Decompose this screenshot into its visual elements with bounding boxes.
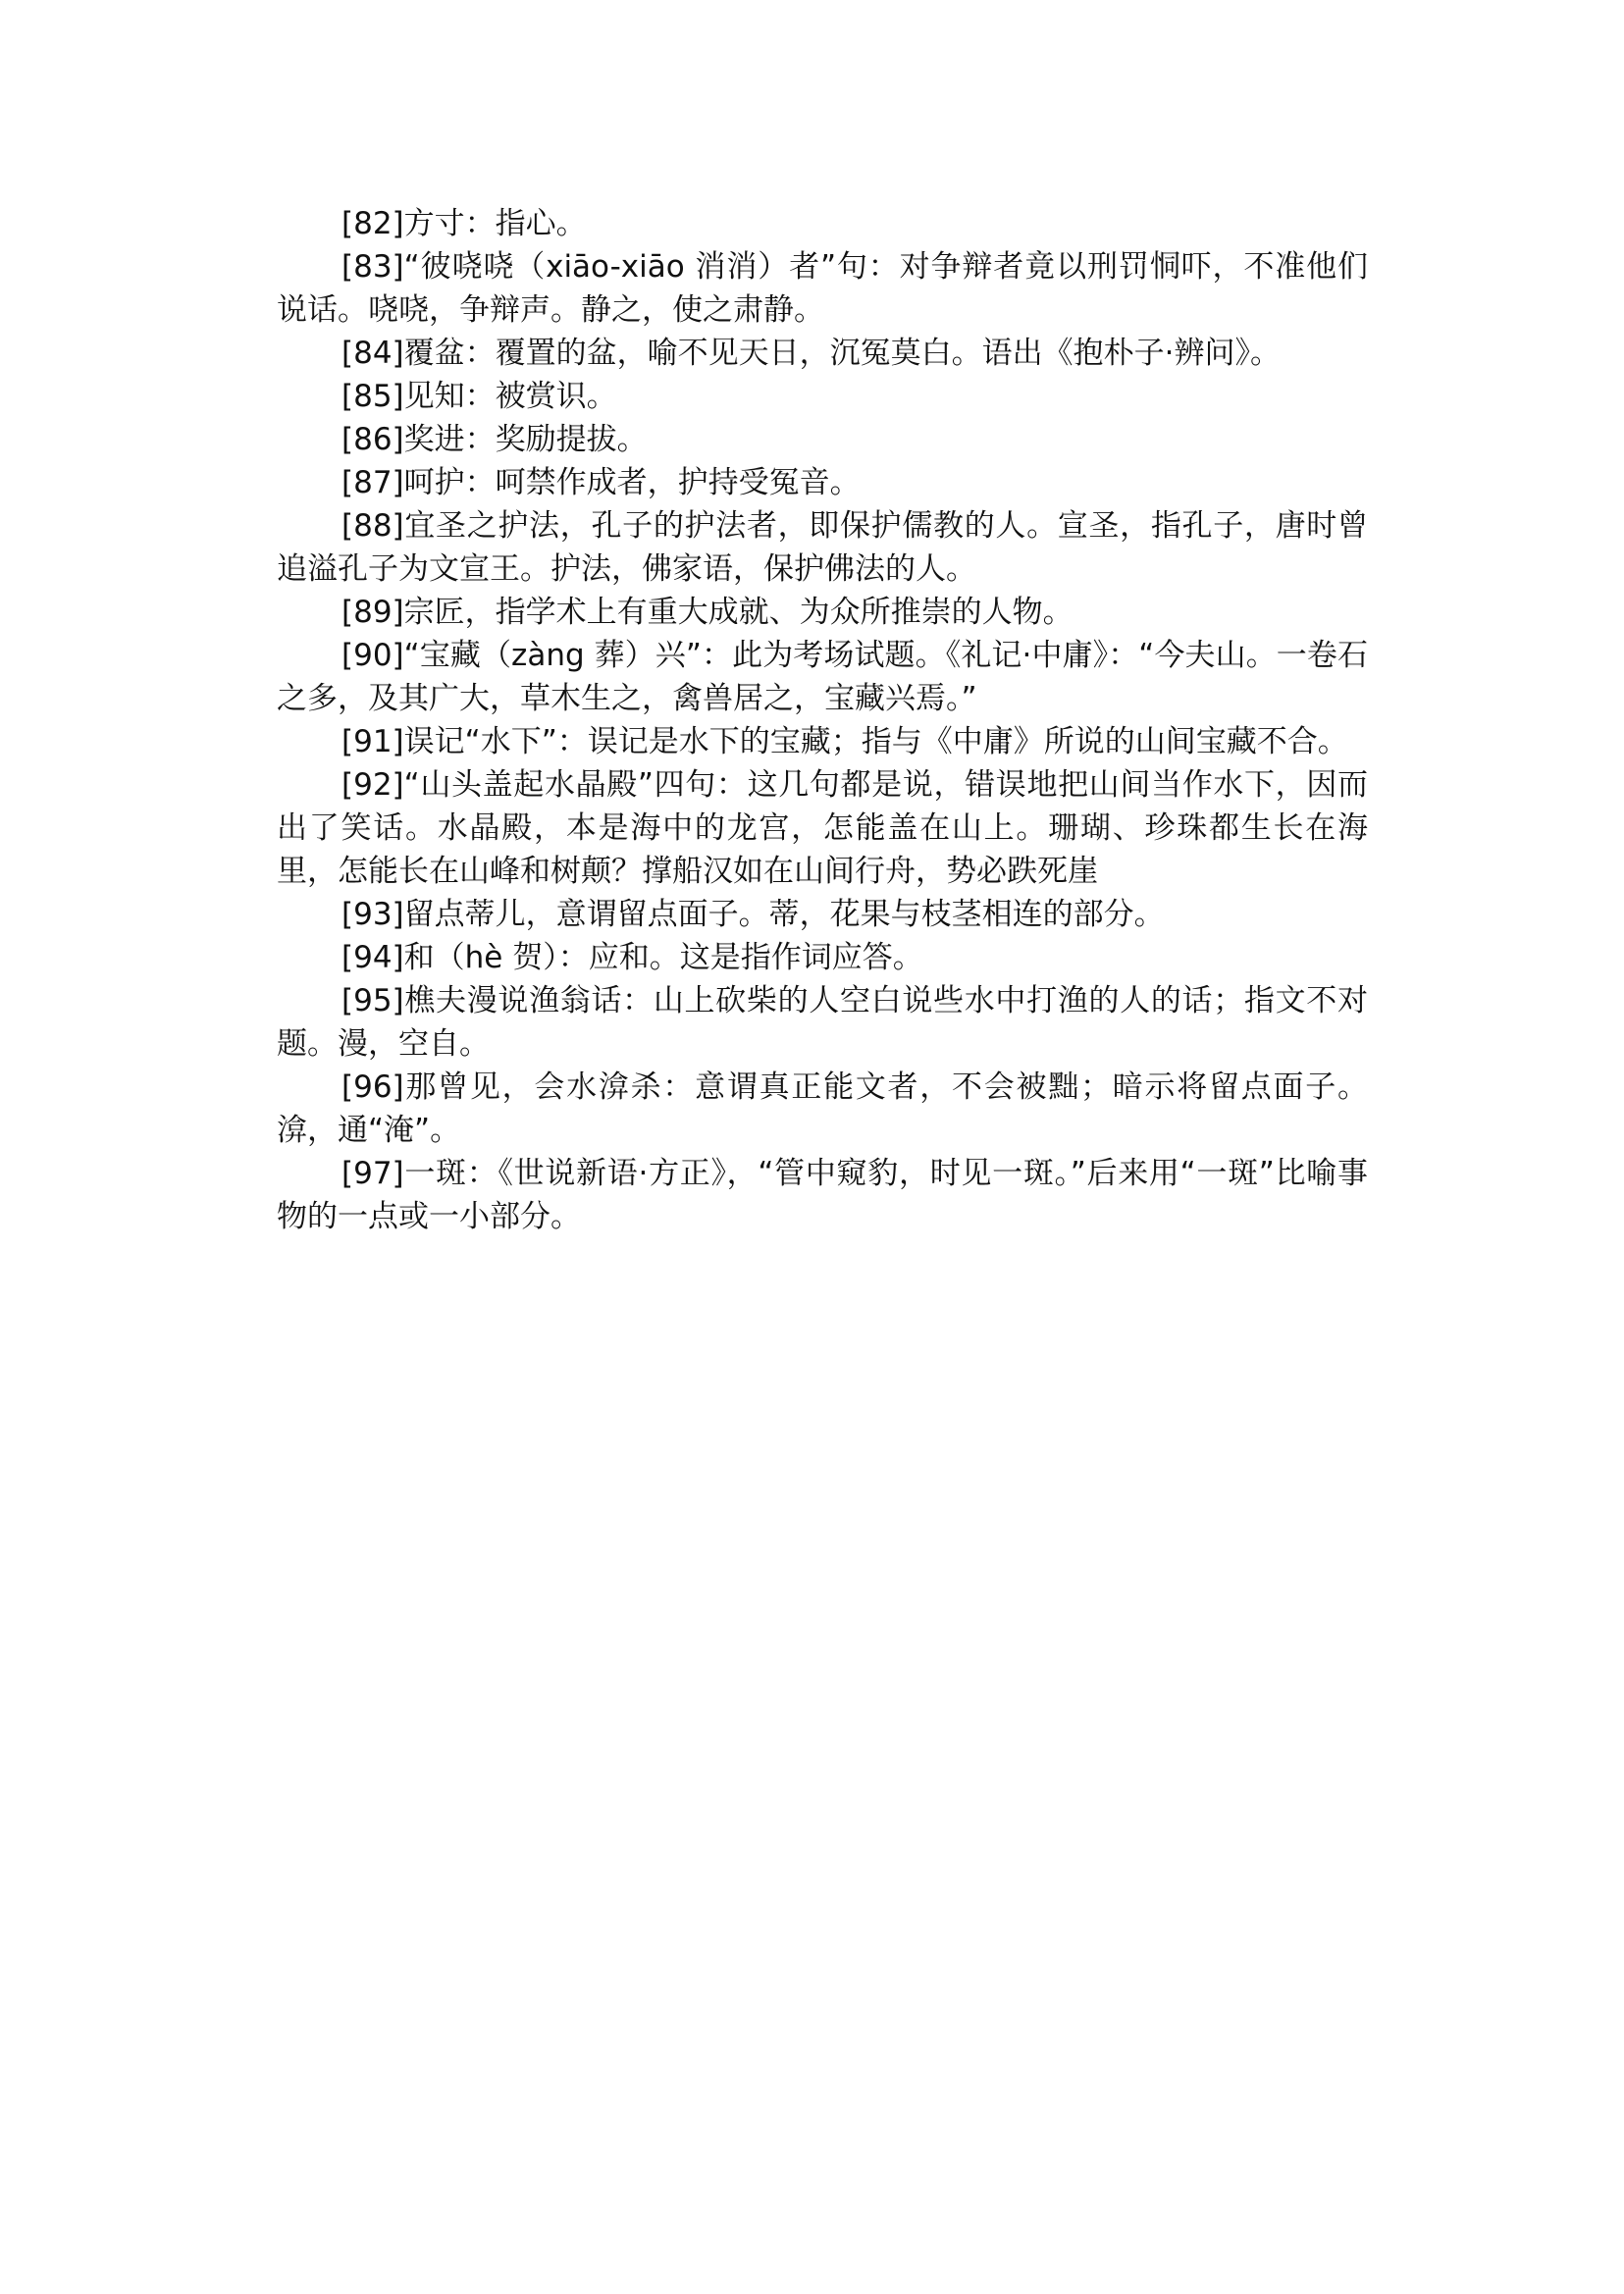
note-85: [85]见知：被赏识。	[341, 379, 617, 414]
note-95: [95]樵夫漫说渔翁话：山上砍柴的人空白说些水中打渔的人的话；指文不对题。漫，空自。	[277, 983, 1368, 1062]
note-89: [89]宗匠，指学术上有重大成就、为众所推崇的人物。	[341, 595, 1074, 630]
note-82: [82]方寸：指心。	[341, 206, 587, 241]
note-96: [96]那曾见，会水渰杀：意谓真正能文者，不会被黜；暗示将留点面子。渰，通“淹”。	[277, 1069, 1368, 1148]
note-86: [86]奖进：奖励提拔。	[341, 422, 648, 457]
note-97: [97]一斑：《世说新语·方正》，“管中窥豹，时见一斑。”后来用“一斑”比喻事物的一点或一小部分。	[277, 1156, 1368, 1234]
note-88: [88]宜圣之护法，孔子的护法者，即保护儒教的人。宣圣，指孔子，唐时曾追溢孔子为文宣王。护法，佛家语，保护佛法的人。	[277, 508, 1368, 587]
annotation-notes	[277, 202, 1368, 1238]
note-83: [83]“彼哓哓（xiāo-xiāo 消消）者”句：对争辩者竟以刑罚恫吓，不准他们说话。哓哓，争辩声。静之，使之肃静。	[277, 249, 1368, 328]
note-84: [84]覆盆：覆置的盆，喻不见天日，沉冤莫白。语出《抱朴子·辨问》。	[341, 336, 1281, 371]
note-94: [94]和（hè 贺）：应和。这是指作词应答。	[341, 940, 923, 975]
note-92: [92]“山头盖起水晶殿”四句：这几句都是说，错误地把山间当作水下，因而出了笑话。水晶殿，本是海中的龙宫，怎能盖在山上。珊瑚、珍珠都生长在海里，怎能长在山峰和树颠？撑船汉如在山间行舟，势必跌死崖	[277, 767, 1368, 889]
note-87: [87]呵护：呵禁作成者，护持受冤音。	[341, 465, 861, 500]
note-93: [93]留点蒂儿，意谓留点面子。蒂，花果与枝茎相连的部分。	[341, 897, 1165, 932]
note-91: [91]误记“水下”：误记是水下的宝藏；指与《中庸》所说的山间宝藏不合。	[341, 724, 1348, 759]
note-90: [90]“宝藏（zàng 葬）兴”：此为考场试题。《礼记·中庸》：“今夫山。一卷石之多，及其广大，草木生之，禽兽居之，宝藏兴焉。”	[277, 638, 1368, 716]
